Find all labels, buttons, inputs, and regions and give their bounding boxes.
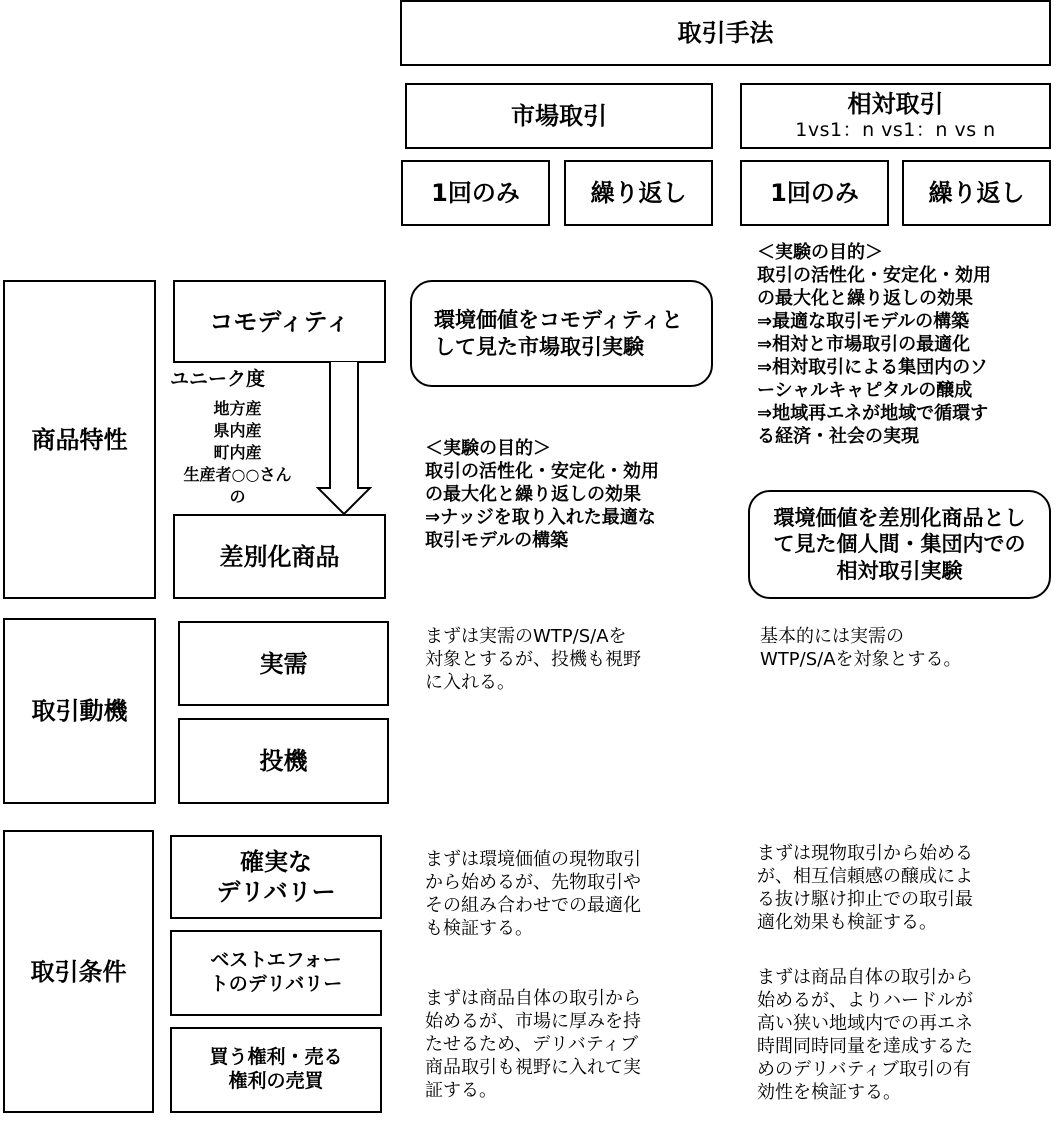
relative-label: 相対取引	[847, 90, 944, 119]
best-effort-label: ベストエフォー トのデリバリー	[209, 949, 343, 995]
row-label: 商品特性	[31, 425, 128, 454]
header-title: 取引手法	[677, 19, 774, 47]
once-label: 1回のみ	[770, 179, 859, 207]
trading-method-header	[400, 0, 1051, 66]
option-trading-box	[170, 1027, 382, 1113]
relative-trading-header	[740, 83, 1051, 149]
relative-once	[740, 160, 889, 226]
differentiated-product-box	[173, 514, 386, 599]
best-effort-delivery-box	[170, 930, 382, 1016]
sure-delivery-box	[170, 835, 382, 919]
relative-motive-text: 基本的には実需の WTP/S/Aを対象とする。	[760, 626, 962, 670]
repeat-label: 繰り返し	[928, 179, 1025, 207]
market-once	[401, 160, 550, 226]
market-motive-text: まずは実需のWTP/S/Aを 対象とするが、投機も視野 に入れる。	[425, 626, 641, 693]
relative-condition-text-1: まずは現物取引から始める が、相互信頼感の醸成によ る抜け駆け抑止での取引最 適化効果も検証する。	[757, 843, 973, 933]
down-arrow-icon	[316, 362, 372, 516]
speculation-box	[178, 718, 389, 804]
market-repeat	[564, 160, 713, 226]
market-purpose-text: ＜実験の目的＞ 取引の活性化・安定化・効用 の最大化と繰り返しの効果 ⇒ナッジを取り入れた最適な 取引モデルの構築	[425, 438, 659, 551]
market-label: 市場取引	[511, 102, 607, 130]
once-label: 1回のみ	[431, 179, 520, 207]
market-trading-header	[405, 83, 713, 149]
repeat-label: 繰り返し	[590, 179, 687, 207]
trading-conditions-label	[3, 830, 154, 1113]
product-characteristics-label	[3, 280, 156, 599]
relative-experiment-box	[748, 490, 1051, 599]
real-demand-label: 実需	[259, 649, 308, 678]
row-label: 取引動機	[31, 697, 128, 725]
origin-list: 地方産 県内産 町内産 生産者○○さん の	[183, 399, 292, 506]
market-condition-text-2: まずは商品自体の取引から 始めるが、市場に厚みを持 たせるため、デリバティブ 商品取引も視野に入れて実 証する。	[425, 988, 641, 1101]
market-experiment-text: 環境価値をコモディティとして見た市場取引実験	[434, 308, 683, 359]
relative-repeat	[902, 160, 1051, 226]
relative-condition-text-2: まずは商品自体の取引から 始めるが、よりハードルが 高い狭い地域内での再エネ 時間同時同量を達成するた めのデリバティブ取引の有 効性を検証する。	[757, 967, 973, 1103]
sure-delivery-label: 確実な デリバリー	[216, 848, 336, 906]
relative-experiment-text: 環境価値を差別化商品として見た個人間・集団内での相対取引実験	[773, 506, 1026, 583]
relative-sub: 1vs1：n vs1：n vs n	[795, 119, 996, 142]
market-condition-text-1: まずは環境価値の現物取引 から始めるが、先物取引や その組み合わせでの最適化 も検証する。	[425, 849, 641, 939]
market-experiment-box	[410, 280, 713, 387]
relative-purpose-text: ＜実験の目的＞ 取引の活性化・安定化・効用 の最大化と繰り返しの効果 ⇒最適な取引モデルの構築 ⇒相対と市場取引の最適化 ⇒相対取引による集団内のソ ーシャルキャピタルの醸成 ⇒地域再エネが地域で循環す る経済・社会の実現	[757, 242, 991, 447]
real-demand-box	[178, 621, 389, 706]
commodity-label: コモディティ	[209, 307, 350, 336]
row-label: 取引条件	[30, 957, 127, 986]
differentiated-label: 差別化商品	[219, 542, 340, 571]
uniqueness-label: ユニーク度	[170, 368, 266, 390]
option-trading-label: 買う権利・売る 権利の売買	[209, 1046, 343, 1092]
speculation-label: 投機	[259, 747, 308, 775]
commodity-box	[173, 280, 386, 363]
trading-motive-label	[3, 618, 156, 804]
